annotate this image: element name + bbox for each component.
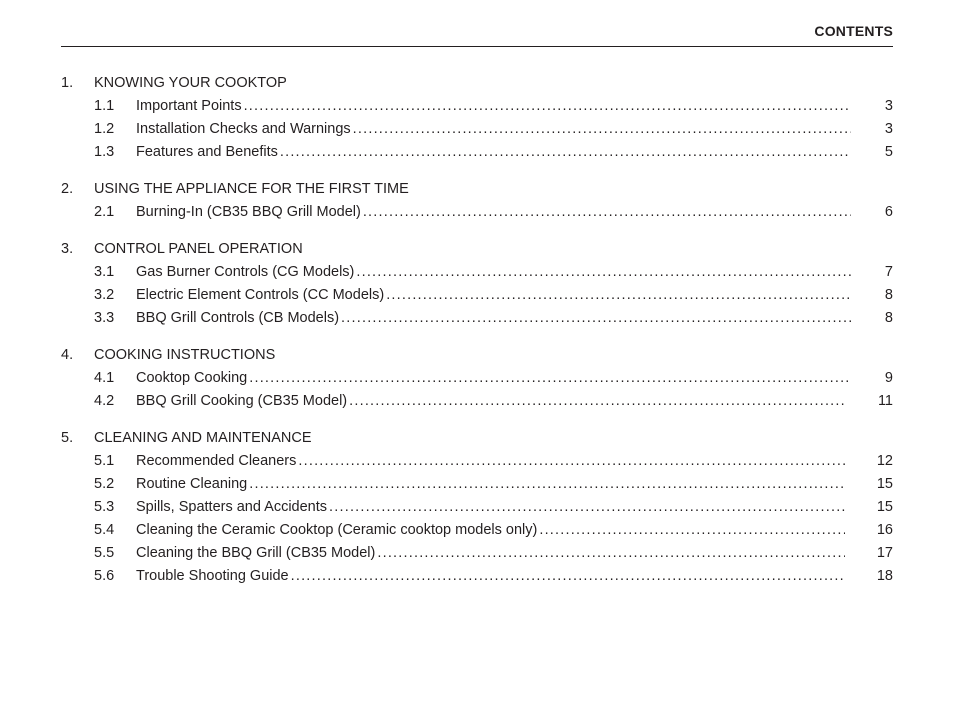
entry-page-number: 12: [876, 453, 893, 469]
entry-title: Gas Burner Controls (CG Models): [136, 264, 355, 280]
toc-entry[interactable]: [61, 544, 893, 563]
entry-number: 2.1: [94, 204, 115, 220]
entry-title: BBQ Grill Cooking (CB35 Model): [136, 393, 348, 409]
entry-number: 3.1: [94, 264, 115, 280]
dot-leader: [298, 452, 844, 471]
entry-number: 4.1: [94, 370, 115, 386]
toc-section-2: [61, 180, 893, 222]
dot-leader: [539, 521, 845, 540]
entry-number: 5.3: [94, 499, 115, 515]
entry-number: 5.1: [94, 453, 115, 469]
toc-entry[interactable]: [61, 498, 893, 517]
toc-entry[interactable]: [61, 143, 893, 162]
toc-entry[interactable]: [61, 475, 893, 494]
dot-leader: [386, 286, 851, 305]
toc-entry[interactable]: [61, 263, 893, 282]
page-title: CONTENTS: [814, 23, 893, 39]
table-of-contents: [61, 74, 893, 604]
dot-leader: [329, 498, 845, 517]
toc-section-1: [61, 74, 893, 162]
entry-page-number: 8: [884, 310, 893, 326]
toc-entry[interactable]: [61, 120, 893, 139]
entry-page-number: 3: [884, 121, 893, 137]
entry-number: 5.4: [94, 522, 115, 538]
toc-entry[interactable]: [61, 392, 893, 411]
section-title: USING THE APPLIANCE FOR THE FIRST TIME: [94, 181, 409, 197]
section-title: KNOWING YOUR COOKTOP: [94, 75, 287, 91]
entry-title: BBQ Grill Controls (CB Models): [136, 310, 340, 326]
section-number: 2.: [61, 181, 74, 197]
dot-leader: [377, 544, 845, 563]
entry-page-number: 3: [884, 98, 893, 114]
entry-title: Recommended Cleaners: [136, 453, 297, 469]
entry-number: 1.1: [94, 98, 115, 114]
entry-page-number: 18: [876, 568, 893, 584]
entry-title: Routine Cleaning: [136, 476, 248, 492]
toc-entry[interactable]: [61, 521, 893, 540]
entry-title: Important Points: [136, 98, 242, 114]
toc-entry[interactable]: [61, 567, 893, 586]
entry-title: Installation Checks and Warnings: [136, 121, 351, 137]
dot-leader: [363, 203, 851, 222]
entry-title: Cleaning the Ceramic Cooktop (Ceramic cooktop models only): [136, 522, 538, 538]
entry-page-number: 11: [877, 393, 893, 409]
dot-leader: [353, 120, 851, 139]
entry-number: 4.2: [94, 393, 115, 409]
section-number: 5.: [61, 430, 74, 446]
entry-number: 1.2: [94, 121, 115, 137]
entry-number: 5.6: [94, 568, 115, 584]
section-number: 1.: [61, 75, 74, 91]
entry-title: Electric Element Controls (CC Models): [136, 287, 385, 303]
section-number: 3.: [61, 241, 74, 257]
toc-entry[interactable]: [61, 452, 893, 471]
entry-number: 1.3: [94, 144, 115, 160]
dot-leader: [249, 369, 851, 388]
entry-title: Burning-In (CB35 BBQ Grill Model): [136, 204, 361, 220]
toc-section-3: [61, 240, 893, 328]
entry-page-number: 5: [884, 144, 893, 160]
entry-title: Features and Benefits: [136, 144, 278, 160]
entry-title: Trouble Shooting Guide: [136, 568, 289, 584]
section-heading[interactable]: [61, 346, 893, 365]
section-heading[interactable]: [61, 74, 893, 93]
entry-page-number: 16: [876, 522, 893, 538]
section-heading[interactable]: [61, 240, 893, 259]
entry-page-number: 6: [884, 204, 893, 220]
toc-entry[interactable]: [61, 286, 893, 305]
entry-page-number: 8: [884, 287, 893, 303]
toc-section-4: [61, 346, 893, 411]
header-divider: [61, 46, 893, 47]
section-heading[interactable]: [61, 180, 893, 199]
section-heading[interactable]: [61, 429, 893, 448]
entry-page-number: 9: [884, 370, 893, 386]
entry-page-number: 15: [876, 476, 893, 492]
section-title: CLEANING AND MAINTENANCE: [94, 430, 312, 446]
toc-entry[interactable]: [61, 309, 893, 328]
section-title: CONTROL PANEL OPERATION: [94, 241, 303, 257]
entry-number: 3.2: [94, 287, 115, 303]
entry-page-number: 15: [876, 499, 893, 515]
entry-page-number: 17: [876, 545, 893, 561]
toc-section-5: [61, 429, 893, 586]
dot-leader: [244, 97, 851, 116]
toc-entry[interactable]: [61, 97, 893, 116]
dot-leader: [356, 263, 851, 282]
toc-entry[interactable]: [61, 369, 893, 388]
entry-page-number: 7: [884, 264, 893, 280]
dot-leader: [249, 475, 845, 494]
dot-leader: [349, 392, 846, 411]
entry-title: Spills, Spatters and Accidents: [136, 499, 328, 515]
dot-leader: [280, 143, 851, 162]
toc-entry[interactable]: [61, 203, 893, 222]
section-title: COOKING INSTRUCTIONS: [94, 347, 276, 363]
entry-number: 5.5: [94, 545, 115, 561]
entry-title: Cleaning the BBQ Grill (CB35 Model): [136, 545, 376, 561]
entry-title: Cooktop Cooking: [136, 370, 248, 386]
dot-leader: [291, 567, 845, 586]
section-number: 4.: [61, 347, 74, 363]
entry-number: 5.2: [94, 476, 115, 492]
entry-number: 3.3: [94, 310, 115, 326]
dot-leader: [341, 309, 851, 328]
